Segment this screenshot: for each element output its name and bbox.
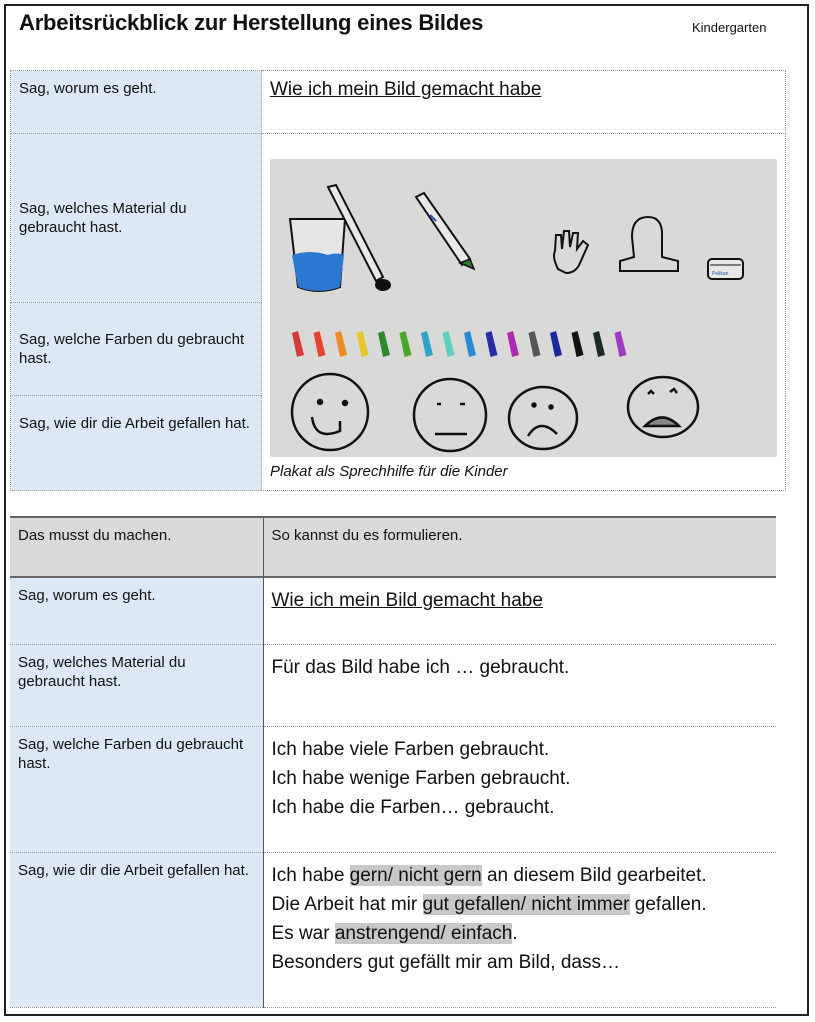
table-row <box>10 644 776 726</box>
prompt-cell: Sag, wie dir die Arbeit gefallen hat. <box>10 852 263 1007</box>
phrase-text: Die Arbeit hat mir <box>271 893 423 915</box>
table-row <box>10 726 776 852</box>
poster-cell <box>262 134 786 491</box>
water-glass-icon <box>290 219 345 291</box>
level-tag: Kindergarten <box>692 20 767 35</box>
phrase-line <box>272 735 769 764</box>
phrase-text: an diesem Bild gearbeitet. <box>481 864 707 886</box>
topic-text: Wie ich mein Bild gemacht habe <box>270 79 542 100</box>
poster-drawing <box>270 159 777 457</box>
table-row <box>11 71 786 134</box>
phrase-cell <box>263 644 776 726</box>
svg-text:Pelikan: Pelikan <box>712 271 729 277</box>
phrase-text: Besonders gut gefällt mir am Bild, dass… <box>271 951 620 973</box>
prompt-cell: Sag, welches Material du gebraucht hast. <box>10 644 263 726</box>
prompt-cell: Sag, worum es geht. <box>10 577 263 644</box>
phrase-line <box>272 653 769 682</box>
phrase-cell <box>263 726 776 852</box>
page-title: Arbeitsrückblick zur Herstellung eines Bildes <box>19 10 484 35</box>
prompt-cell: Sag, welche Farben du gebraucht hast. <box>10 726 263 852</box>
phrase-line <box>272 586 769 615</box>
phrase-text: Ich habe die Farben… gebraucht. <box>271 796 555 818</box>
header-left: Das musst du machen. <box>10 517 263 577</box>
highlighted-option: gut gefallen/ nicht immer <box>422 893 630 915</box>
phrase-text: Ich habe viele Farben gebraucht. <box>271 738 550 760</box>
phrase-text: . <box>512 922 518 944</box>
poster-caption: Plakat als Sprechhilfe für die Kinder <box>270 463 508 480</box>
header-right: So kannst du es formulieren. <box>263 517 776 577</box>
phrase-line <box>272 948 769 977</box>
answer-cell <box>262 71 786 134</box>
phrase-line <box>272 793 769 822</box>
highlighted-option: anstrengend/ einfach <box>334 922 513 944</box>
topic-text: Wie ich mein Bild gemacht habe <box>271 590 543 611</box>
phrase-cell <box>263 577 776 644</box>
phrase-text: Ich habe <box>271 864 350 886</box>
phrase-text: Für das Bild habe ich … gebraucht. <box>271 656 570 678</box>
poster-table <box>10 70 786 491</box>
highlighted-option: gern/ nicht gern <box>349 864 482 886</box>
phrase-text: gefallen. <box>629 893 707 915</box>
phrase-line <box>272 919 769 948</box>
phrase-line <box>272 890 769 919</box>
prompt-cell: Sag, welches Material du gebraucht hast. <box>11 134 262 303</box>
phrase-text: Ich habe wenige Farben gebraucht. <box>271 767 571 789</box>
prompt-cell: Sag, worum es geht. <box>11 71 262 134</box>
prompt-cell: Sag, welche Farben du gebraucht hast. <box>11 303 262 396</box>
phrasing-table <box>10 516 776 1008</box>
phrase-line <box>272 861 769 890</box>
prompt-cell: Sag, wie dir die Arbeit gefallen hat. <box>11 396 262 491</box>
eraser-icon <box>708 259 743 279</box>
table-row <box>11 134 786 303</box>
table-row <box>10 577 776 644</box>
phrase-cell <box>263 852 776 1007</box>
phrase-line <box>272 764 769 793</box>
phrase-text: Es war <box>271 922 335 944</box>
table-header-row <box>10 517 776 577</box>
table-row <box>10 852 776 1007</box>
poster-image <box>270 159 777 457</box>
